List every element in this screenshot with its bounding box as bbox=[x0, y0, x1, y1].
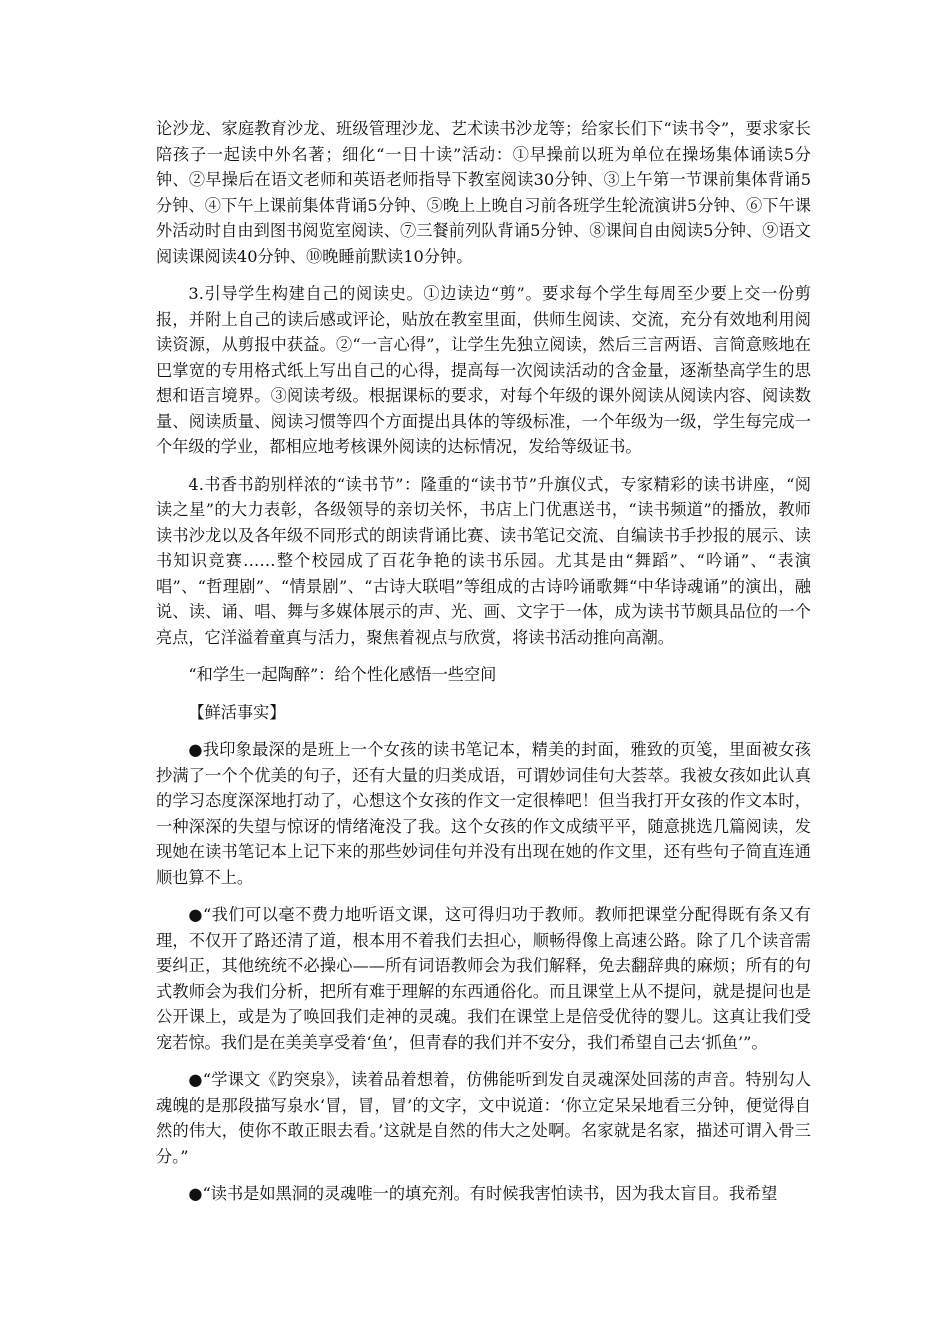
paragraph-reading-history: 3.引导学生构建自己的阅读史。①边读边“剪”。要求每个学生每周至少要上交一份剪报，并附上自己的读后感或评论，贴放在教室里面，供师生阅读、交流，充分有效地利用阅读资源，从剪报中获益。②“一言心得”，让学生先独立阅读，然后三言两语、言简意赅地在巴掌宽的专用格式纸上写出自己的心得，提高每一次阅读活动的含金量，逐渐垫高学生的思想和语言境界。③阅读考级。根据课标的要求，对每个年级的课外阅读从阅读内容、阅读数量、阅读质量、阅读习惯等四个方面提出具体的等级标准，一个年级为一级，学生每完成一个年级的学业，都相应地考核课外阅读的达标情况，发给等级证书。 bbox=[156, 284, 811, 456]
bullet-reading-black-hole: ●“读书是如黑洞的灵魂唯一的填充剂。有时候我害怕读书，因为我太盲目。我希望 bbox=[188, 1184, 778, 1203]
bullet-notebook-girl: ●我印象最深的是班上一个女孩的读书笔记本，精美的封面，雅致的页笺，里面被女孩抄满了一个个优美的句子，还有大量的归类成语，可谓妙词佳句大荟萃。我被女孩如此认真的学习态度深深地打动了，心想这个女孩的作文一定很棒吧！但当我打开女孩的作文本时，一种深深的失望与惊讶的情绪淹没了我。这个女孩的作文成绩平平，随意挑选几篇阅读，发现她在读书笔记本上记下来的那些妙词佳句并没有出现在她的作文里，还有些句子简直连通顺也算不上。 bbox=[156, 740, 811, 887]
paragraph-salon-reading-activities: 论沙龙、家庭教育沙龙、班级管理沙龙、艺术读书沙龙等；给家长们下“读书令”，要求家长陪孩子一起读中外名著；细化“一日十读”活动：①早操前以班为单位在操场集体诵读5分钟、②早操后在语文老师和英语老师指导下教室阅读30分钟、③上午第一节课前集体背诵5分钟、④下午上课前集体背诵5分钟、⑤晚上上晚自习前各班学生轮流演讲5分钟、⑥下午课外活动时自由到图书阅览室阅读、⑦三餐前列队背诵5分钟、⑧课间自由阅读5分钟、⑨语文阅读课阅读40分钟、⑩晚睡前默读10分钟。 bbox=[156, 119, 811, 266]
paragraph-reading-festival: 4.书香书韵别样浓的“读书节”：隆重的“读书节”升旗仪式，专家精彩的读书讲座，“阅读之星”的大力表彰，各级领导的亲切关怀，书店上门优惠送书，“读书频道”的播放，教师读书沙龙以及各年级不同形式的朗读背诵比赛、读书笔记交流、自编读书手抄报的展示、读书知识竞赛……整个校园成了百花争艳的读书乐园。尤其是由“舞蹈”、“吟诵”、“表演唱”、“哲理剧”、“情景剧”、“古诗大联唱”等组成的古诗吟诵歌舞“中华诗魂诵”的演出，融说、读、诵、唱、舞与多媒体展示的声、光、画、文字于一体，成为读书节颇具品位的一个亮点，它洋溢着童真与活力，聚焦着视点与欣赏，将读书活动推向高潮。 bbox=[156, 474, 811, 647]
bullet-chinese-class: ●“我们可以毫不费力地听语文课，这可得归功于教师。教师把课堂分配得既有条又有理，不仅开了路还清了道，根本用不着我们去担心，顺畅得像上高速公路。除了几个读音需要纠正，其他统统不必操心——所有词语教师会为我们解释，免去翻辞典的麻烦；所有的句式教师会为我们分析，把所有难于理解的东西通俗化。而且课堂上从不提问，就是提问也是公开课上，或是为了唤回我们走神的灵魂。我们在课堂上是倍受优待的婴儿。这真让我们受宠若惊。我们是在美美享受着‘鱼’，但青春的我们并不安分，我们希望自己去‘抓鱼’”。 bbox=[156, 905, 811, 1052]
section-heading-intoxicated: “和学生一起陶醉”：给个性化感悟一些空间 bbox=[188, 665, 497, 684]
bullet-baotu-spring: ●“学课文《趵突泉》，读着品着想着，仿佛能听到发自灵魂深处回荡的声音。特别勾人魂魄的是那段描写泉水‘冒，冒，冒’的文字，文中说道：‘你立定呆呆地看三分钟，便觉得自然的伟大，使你不敢正眼去看。’这就是自然的伟大之处啊。名家就是名家，描述可谓入骨三分。” bbox=[156, 1070, 811, 1166]
document-body bbox=[156, 116, 811, 1219]
section-label-fresh-facts: 【鲜活事实】 bbox=[188, 702, 286, 722]
